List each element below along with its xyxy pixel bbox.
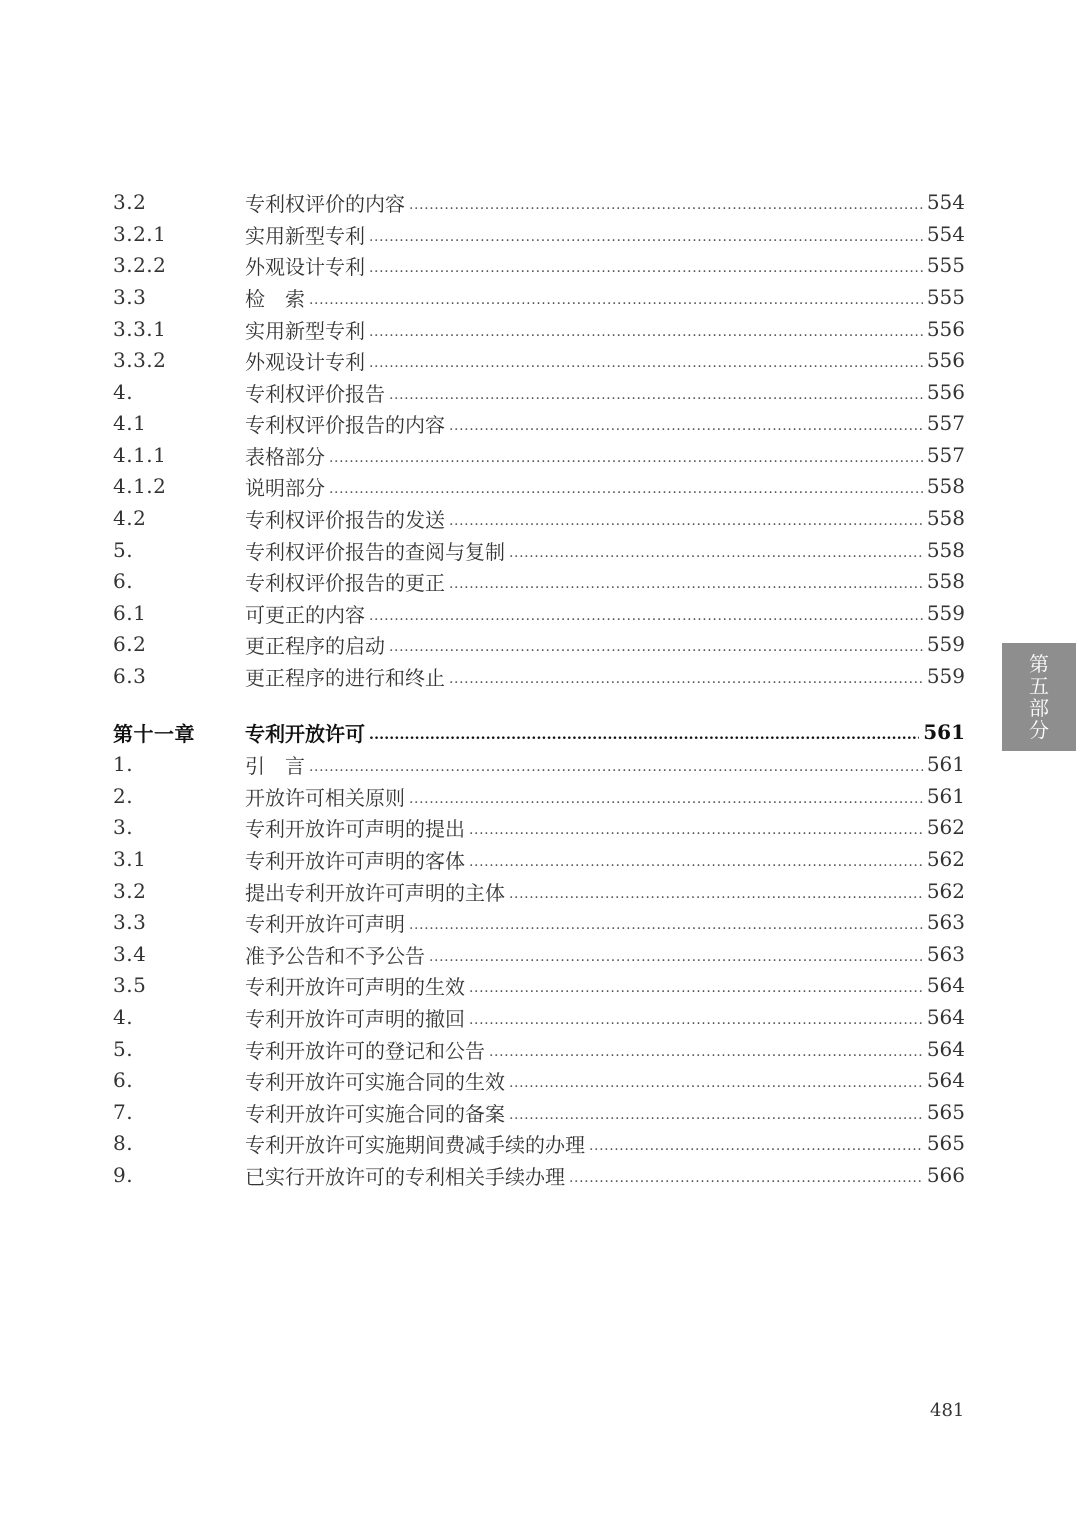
toc-entry-number: 7.	[113, 1100, 134, 1124]
toc-entry-page: 562	[926, 815, 965, 839]
toc-entry-title: 专利权评价报告的发送	[245, 507, 445, 532]
toc-entry	[113, 1002, 965, 1032]
toc-entry-number: 3.2	[113, 190, 147, 214]
leader-dots	[589, 1139, 923, 1153]
toc-entry-title: 专利开放许可声明	[245, 911, 405, 936]
toc-entry-title: 专利权评价报告的查阅与复制	[245, 539, 505, 564]
toc-entry-title: 开放许可相关原则	[245, 785, 405, 810]
toc-entry-title: 专利权评价报告的更正	[245, 570, 445, 595]
toc-entry	[113, 907, 965, 937]
toc-entry-number: 4.	[113, 1005, 134, 1029]
toc-entry	[113, 749, 965, 779]
leader-dots	[369, 728, 919, 742]
toc-entry-number: 2.	[113, 784, 134, 808]
toc-entry-page: 556	[926, 317, 965, 341]
toc-entry-title: 实用新型专利	[245, 223, 365, 248]
leader-dots	[389, 640, 923, 654]
toc-entry	[113, 629, 965, 659]
toc-entry-number: 3.2.1	[113, 222, 167, 246]
toc-entry-number: 6.	[113, 1068, 134, 1092]
leader-dots	[449, 577, 923, 591]
toc-entry-number: 9.	[113, 1163, 134, 1187]
leader-dots	[449, 672, 923, 686]
leader-dots	[409, 198, 923, 212]
leader-dots	[369, 609, 923, 623]
leader-dots	[509, 887, 923, 901]
toc-entry-number: 3.3.2	[113, 348, 167, 372]
toc-entry	[113, 345, 965, 375]
toc-entry	[113, 844, 965, 874]
toc-entry-page: 562	[926, 847, 965, 871]
toc-entry-title: 表格部分	[245, 444, 325, 469]
toc-chapter-entry	[113, 717, 965, 747]
toc-entry-page: 554	[926, 222, 965, 246]
toc-entry-title: 准予公告和不予公告	[245, 943, 425, 968]
toc-entry-title: 说明部分	[245, 475, 325, 500]
toc-entry-number: 4.1.1	[113, 443, 167, 467]
toc-entry-number: 3.4	[113, 942, 147, 966]
page-number: 481	[930, 1400, 965, 1421]
toc-entry-title: 更正程序的启动	[245, 633, 385, 658]
leader-dots	[369, 261, 923, 275]
leader-dots	[489, 1045, 923, 1059]
leader-dots	[329, 482, 923, 496]
toc-entry-page: 558	[926, 569, 965, 593]
toc-entry	[113, 566, 965, 596]
toc-entry-page: 555	[926, 253, 965, 277]
leader-dots	[469, 823, 923, 837]
leader-dots	[469, 855, 923, 869]
toc-entry-page: 559	[926, 664, 965, 688]
leader-dots	[469, 981, 923, 995]
toc-entry-title: 实用新型专利	[245, 318, 365, 343]
toc-entry-page: 563	[926, 942, 965, 966]
toc-entry-page: 557	[926, 411, 965, 435]
toc-entry-page: 564	[926, 1005, 965, 1029]
leader-dots	[449, 514, 923, 528]
toc-entry-page: 554	[926, 190, 965, 214]
toc-entry	[113, 1065, 965, 1095]
leader-dots	[569, 1171, 923, 1185]
toc-entry-title: 专利开放许可实施合同的备案	[245, 1101, 505, 1126]
toc-entry-title: 检 索	[245, 286, 305, 311]
leader-dots	[509, 546, 923, 560]
toc-entry	[113, 471, 965, 501]
toc-entry-number: 4.1.2	[113, 474, 167, 498]
toc-entry-page: 566	[926, 1163, 965, 1187]
toc-entry-page: 556	[926, 348, 965, 372]
toc-entry-title: 专利开放许可声明的生效	[245, 974, 465, 999]
toc-entry-number: 6.3	[113, 664, 147, 688]
toc-entry-number: 1.	[113, 752, 134, 776]
toc-entry-page: 556	[926, 380, 965, 404]
toc-entry-number: 8.	[113, 1131, 134, 1155]
toc-entry-page: 565	[926, 1100, 965, 1124]
toc-entry	[113, 661, 965, 691]
toc-entry-number: 3.3.1	[113, 317, 167, 341]
leader-dots	[409, 792, 923, 806]
toc-entry	[113, 970, 965, 1000]
toc-entry-title: 专利权评价报告	[245, 381, 385, 406]
toc-entry-page: 558	[926, 474, 965, 498]
toc-entry-title: 更正程序的进行和终止	[245, 665, 445, 690]
toc-entry	[113, 1034, 965, 1064]
side-tab-char: 第	[1029, 652, 1049, 676]
toc-entry	[113, 1160, 965, 1190]
toc-entry-number: 4.2	[113, 506, 147, 530]
toc-entry-page: 563	[926, 910, 965, 934]
toc-entry-title: 已实行开放许可的专利相关手续办理	[245, 1164, 565, 1189]
toc-entry-title: 专利开放许可实施合同的生效	[245, 1069, 505, 1094]
toc-entry	[113, 282, 965, 312]
toc-entry-number: 3.3	[113, 285, 147, 309]
leader-dots	[389, 388, 923, 402]
leader-dots	[309, 293, 923, 307]
leader-dots	[429, 950, 923, 964]
toc-entry-page: 559	[926, 632, 965, 656]
leader-dots	[509, 1108, 923, 1122]
toc-entry-title: 外观设计专利	[245, 349, 365, 374]
toc-entry-title: 可更正的内容	[245, 602, 365, 627]
toc-entry	[113, 1097, 965, 1127]
chapter-page: 561	[923, 720, 965, 744]
toc-entry	[113, 812, 965, 842]
leader-dots	[309, 760, 923, 774]
toc-entry-number: 3.3	[113, 910, 147, 934]
toc-entry	[113, 219, 965, 249]
toc-entry	[113, 440, 965, 470]
toc-entry-number: 5.	[113, 1037, 134, 1061]
toc-entry-title: 专利开放许可实施期间费减手续的办理	[245, 1132, 585, 1157]
toc-entry-title: 专利开放许可声明的提出	[245, 816, 465, 841]
toc-entry-number: 3.2	[113, 879, 147, 903]
toc-entry-title: 专利开放许可声明的客体	[245, 848, 465, 873]
toc-entry-number: 3.	[113, 815, 134, 839]
toc-entry-number: 6.	[113, 569, 134, 593]
toc-entry-title: 专利开放许可的登记和公告	[245, 1038, 485, 1063]
toc-entry-page: 561	[926, 752, 965, 776]
toc-entry-page: 565	[926, 1131, 965, 1155]
chapter-title: 专利开放许可	[245, 721, 365, 746]
toc-entry-page: 555	[926, 285, 965, 309]
leader-dots	[369, 356, 923, 370]
side-tab-char: 五	[1029, 674, 1049, 698]
toc-entry-title: 专利权评价报告的内容	[245, 412, 445, 437]
leader-dots	[369, 230, 923, 244]
toc-entry-number: 6.2	[113, 632, 147, 656]
toc-entry	[113, 535, 965, 565]
toc-entry-number: 3.5	[113, 973, 147, 997]
toc-entry	[113, 876, 965, 906]
toc-entry-page: 564	[926, 973, 965, 997]
toc-entry	[113, 1128, 965, 1158]
chapter-number: 第十一章	[113, 721, 195, 746]
toc-entry-title: 专利开放许可声明的撤回	[245, 1006, 465, 1031]
toc-entry-page: 561	[926, 784, 965, 808]
toc-entry-title: 外观设计专利	[245, 254, 365, 279]
toc-entry-number: 3.2.2	[113, 253, 167, 277]
toc-entry-page: 564	[926, 1037, 965, 1061]
toc-entry-number: 5.	[113, 538, 134, 562]
toc-entry-number: 4.	[113, 380, 134, 404]
toc-entry-number: 6.1	[113, 601, 147, 625]
toc-entry	[113, 781, 965, 811]
toc-entry-page: 562	[926, 879, 965, 903]
side-tab-char: 部	[1029, 696, 1049, 720]
leader-dots	[409, 918, 923, 932]
toc-entry-number: 4.1	[113, 411, 147, 435]
toc-entry-title: 专利权评价的内容	[245, 191, 405, 216]
leader-dots	[369, 325, 923, 339]
leader-dots	[469, 1013, 923, 1027]
toc-entry	[113, 939, 965, 969]
section-side-tab	[1002, 643, 1076, 751]
toc-entry-page: 558	[926, 506, 965, 530]
side-tab-char: 分	[1029, 718, 1049, 742]
toc-entry	[113, 187, 965, 217]
toc-entry-page: 558	[926, 538, 965, 562]
leader-dots	[329, 451, 923, 465]
toc-entry	[113, 250, 965, 280]
leader-dots	[509, 1076, 923, 1090]
toc-entry-page: 557	[926, 443, 965, 467]
leader-dots	[449, 419, 923, 433]
toc-entry	[113, 408, 965, 438]
toc-entry-title: 提出专利开放许可声明的主体	[245, 880, 505, 905]
toc-entry-page: 559	[926, 601, 965, 625]
toc-entry	[113, 598, 965, 628]
toc-entry-page: 564	[926, 1068, 965, 1092]
toc-entry-title: 引 言	[245, 753, 305, 778]
toc-entry	[113, 314, 965, 344]
toc-entry	[113, 377, 965, 407]
toc-entry	[113, 503, 965, 533]
toc-entry-number: 3.1	[113, 847, 147, 871]
